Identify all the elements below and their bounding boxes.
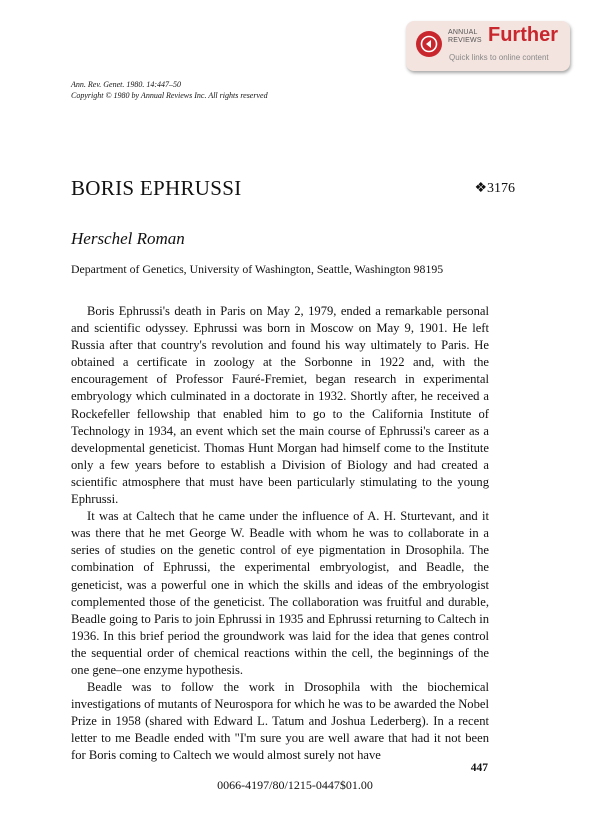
badge-tagline: Quick links to online content [449, 53, 549, 62]
journal-citation-line: Ann. Rev. Genet. 1980. 14:447–50 [71, 80, 182, 89]
back-arrow-icon[interactable] [416, 31, 442, 57]
copyright-line: Copyright © 1980 by Annual Reviews Inc. All rights reserved [71, 90, 268, 100]
badge-reviews-label: REVIEWS [448, 37, 482, 44]
page-number: 447 [470, 762, 488, 774]
article-title: BORIS EPHRUSSI [71, 176, 242, 200]
badge-further-label: Further [488, 24, 558, 46]
author-name: Herschel Roman [71, 229, 185, 248]
price-code: 0066-4197/80/1215-0447$01.00 [217, 778, 373, 792]
paragraph: Beadle was to follow the work in Drosophila with the biochemical investigations of mutants of Neurospora for which he was to be awarded the Nobel Prize in 1958 (shared with Edward L. Tatum and Joshua Lederberg). In a recent letter to me Beadle ended with "I'm sure you are well aware that had it not been for Boris coming to Caltech we would almost surely not have [71, 680, 489, 763]
journal-citation [71, 80, 268, 101]
paragraph: Boris Ephrussi's death in Paris on May 2, 1979, ended a remarkable personal and scientific odyssey. Ephrussi was born in Moscow on May 9, 1901. He left Russia after that country's revolution and found his way ultimately to Paris. He obtained a certificate in zoology at the Sorbonne in 1922 and, with the encouragement of Professor Fauré-Fremiet, began research in experimental embryology which culminated in a doctorate in 1932. Shortly after, he received a Rockefeller fellowship that enabled him to go to the California Institute of Technology in 1934, an event which set the main course of Ephrussi's career as a developmental geneticist. Thomas Hunt Morgan had himself come to the Institute only a few years before to establish a Division of Biology and had created a scientific atmosphere that must have been particularly stimulating to the young Ephrussi. [71, 304, 489, 507]
paragraph: It was at Caltech that he came under the influence of A. H. Sturtevant, and it was there that he met George W. Beadle with whom he was to collaborate in a series of studies on the genetic control of eye pigmentation in Drosophila. The combination of Ephrussi, the experimental embryologist, and Beadle, the geneticist, was a powerful one in which the skills and ideas of the embryologist complemented those of the geneticist. The collaboration was fruitful and durable, Beadle going to Paris to join Ephrussi in 1935 and Ephrussi returning to Caltech in 1936. In this brief period the groundwork was laid for the idea that genes control the sequential order of chemical reactions within the cell, the beginnings of the one gene–one enzyme hypothesis. [71, 509, 489, 677]
badge-annual-label: ANNUAL [448, 29, 478, 36]
article-code: ❖3176 [474, 181, 515, 196]
author-affiliation: Department of Genetics, University of Washington, Seattle, Washington 98195 [71, 262, 444, 276]
article-body [71, 303, 489, 765]
further-badge[interactable] [406, 21, 570, 71]
